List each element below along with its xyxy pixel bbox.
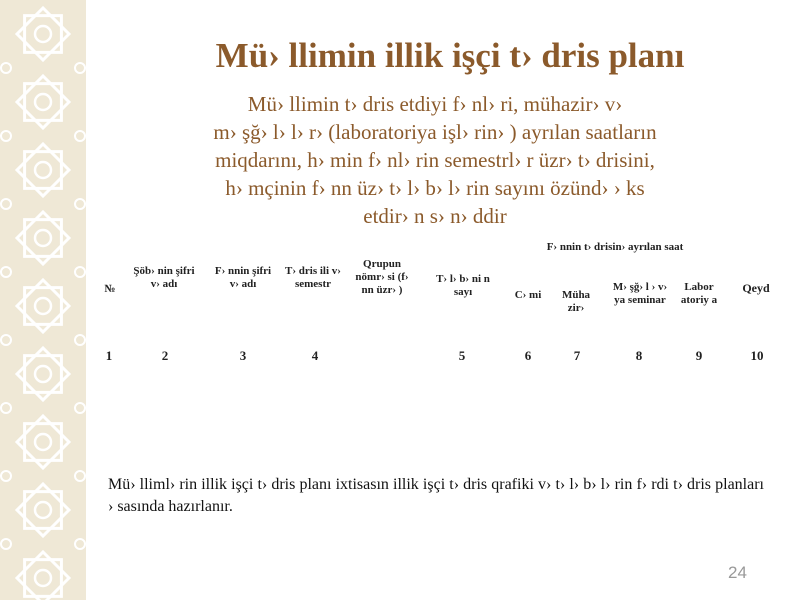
col-laboratory: Labor atoriy a	[680, 281, 718, 306]
row-number: 5	[458, 348, 466, 363]
star-ornament-icon	[1, 144, 85, 209]
col-department: Şöb› nin şifri v› adı	[133, 265, 195, 290]
col-students: T› l› b› ni n sayı	[436, 273, 490, 298]
row-number: 4	[311, 348, 319, 363]
col-total: C› mi	[514, 289, 542, 301]
col-number: №	[104, 283, 116, 295]
intro-paragraph	[125, 90, 745, 230]
row-number: 2	[161, 348, 169, 363]
row-number: 9	[695, 348, 703, 363]
group-header: F› nnin t› drisin› ayrılan saat	[546, 241, 684, 253]
star-ornament-icon	[1, 8, 85, 73]
slide-title: Mü› llimin illik işçi t› dris planı	[215, 36, 685, 75]
col-seminar: M› şğ› l › v› ya seminar	[612, 281, 668, 306]
col-lecture: Müha zir›	[561, 289, 591, 314]
star-ornament-icon	[1, 76, 85, 141]
star-ornament-icon	[1, 484, 85, 549]
row-number: 1	[105, 348, 113, 363]
row-number: 7	[573, 348, 581, 363]
col-note: Qeyd	[742, 281, 770, 295]
col-group: Qrupun nömr› si (f› nn üzr› )	[355, 258, 409, 296]
star-ornament-icon	[1, 416, 85, 481]
col-year-semester: T› dris ili v› semestr	[285, 265, 341, 290]
intro-line: Mü› llimin t› dris etdiyi f› nl› ri, mühazir› v›	[247, 92, 623, 116]
col-subject: F› nnin şifri v› adı	[214, 265, 272, 290]
intro-line: miqdarını, h› min f› nl› rin semestrl› r üzr› t› drisini,	[215, 148, 655, 172]
intro-line: h› mçinin f› nn üz› t› l› b› l› rin sayını özünd› › ks	[225, 176, 645, 200]
star-ornament-icon	[1, 348, 85, 413]
ornament-strip	[0, 0, 86, 600]
star-ornament-icon	[1, 552, 85, 600]
slide-number: 24	[728, 563, 747, 582]
closing-paragraph: Mü› lliml› rin illik işçi t› dris planı ixtisasın illik işçi t› dris qrafiki v› t› l› b› l› rin f› rdi t› dris planları › sasında hazırlanır.	[108, 476, 764, 515]
decorative-pattern	[0, 0, 86, 600]
row-number: 3	[239, 348, 247, 363]
intro-line: etdir› n s› n› ddir	[363, 204, 507, 228]
intro-line: m› şğ› l› l› r› (laboratoriya işl› rin› ) ayrılan saatların	[213, 120, 657, 144]
star-ornament-icon	[1, 212, 85, 277]
star-ornament-icon	[1, 280, 85, 345]
row-number: 8	[635, 348, 643, 363]
row-number: 6	[524, 348, 532, 363]
row-number: 10	[750, 348, 764, 363]
